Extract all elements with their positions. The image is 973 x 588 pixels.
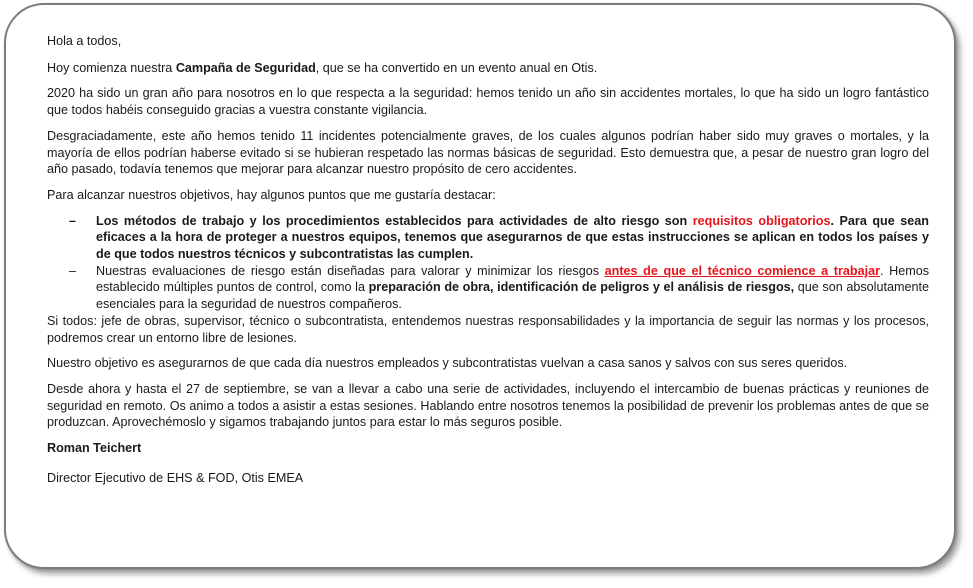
list-item xyxy=(47,263,929,313)
letter-body xyxy=(47,33,929,495)
before-work-starts: antes de que el técnico comience a trabajar xyxy=(604,263,880,278)
list-item xyxy=(47,213,929,263)
paragraph-2020: 2020 ha sido un gran año para nosotros en lo que respecta a la seguridad: hemos tenido un año sin accidentes mortales, lo que ha sido un logro fantástico que todos habéis conseguido gracias a vuestra constante vigilancia. xyxy=(47,86,929,118)
paragraph-goal: Nuestro objetivo es asegurarnos de que cada día nuestros empleados y subcontratistas vuelvan a casa sanos y salvos con sus seres queridos. xyxy=(47,356,848,371)
control-points: preparación de obra, identificación de peligros y el análisis de riesgos, xyxy=(368,280,795,295)
bullet-2-text-mid: . Hemos establecido múltiples puntos de control, como la xyxy=(96,263,930,295)
signature-name: Roman Teichert xyxy=(47,441,142,456)
paragraph-incidents: Desgraciadamente, este año hemos tenido 11 incidentes potencialmente graves, de los cuales algunos podrían haber sido muy graves o mortales, y la mayoría de ellos podrían haberse evitado si se hubieran respetado las normas básicas de seguridad. Esto demuestra que, a pesar de nuestro gran logro del año pasado, todavía tenemos que mejorar para alcanzar nuestro propósito de cero accidentes. xyxy=(47,128,929,177)
intro-text: Hoy comienza nuestra xyxy=(47,60,176,75)
mandatory-requirements: requisitos obligatorios xyxy=(692,213,831,228)
paragraph-objectives: Para alcanzar nuestros objetivos, hay algunos puntos que me gustaría destacar: xyxy=(47,187,496,202)
signature-title: Director Ejecutivo de EHS & FOD, Otis EMEA xyxy=(47,470,304,485)
intro-text-end: , que se ha convertido en un evento anual en Otis. xyxy=(315,60,598,75)
bullet-1-text: Los métodos de trabajo y los procedimientos establecidos para actividades de alto riesgo son xyxy=(96,213,693,228)
paragraph-activities: Desde ahora y hasta el 27 de septiembre, se van a llevar a cabo una serie de actividades, incluyendo el intercambio de buenas prácticas y reuniones de seguridad en remoto. Os animo a todos a asistir a estas sesiones. Hablando entre nosotros tenemos la posibilidad de prevenir los problemas antes de que se produzcan. Aprovechémoslo y sigamos trabajando juntos para estar lo más seguros posible. xyxy=(47,381,929,430)
intro-paragraph xyxy=(47,60,929,77)
campaign-name: Campaña de Seguridad xyxy=(175,60,316,75)
greeting: Hola a todos, xyxy=(47,34,122,48)
bullet-dash: – xyxy=(69,213,77,228)
bullet-1-text-end: . Para que sean eficaces a la hora de proteger a nuestros equipos, tenemos que asegurarnos de que estas instrucciones se aplican en todos los países y de que todos nuestros técnicos y subcontratistas las cumplen. xyxy=(96,213,929,262)
bullet-dash: – xyxy=(69,263,77,278)
bullet-2-text-end: que son absolutamente esenciales para la seguridad de nuestros compañeros. xyxy=(96,280,929,312)
paragraph-responsibilities: Si todos: jefe de obras, supervisor, técnico o subcontratista, entendemos nuestras responsabilidades y la importancia de seguir las normas y los procesos, podremos crear un entorno libre de lesiones. xyxy=(47,313,929,345)
bullet-2-text: Nuestras evaluaciones de riesgo están diseñadas para valorar y minimizar los riesgos xyxy=(96,263,605,278)
key-points-list xyxy=(47,213,929,313)
